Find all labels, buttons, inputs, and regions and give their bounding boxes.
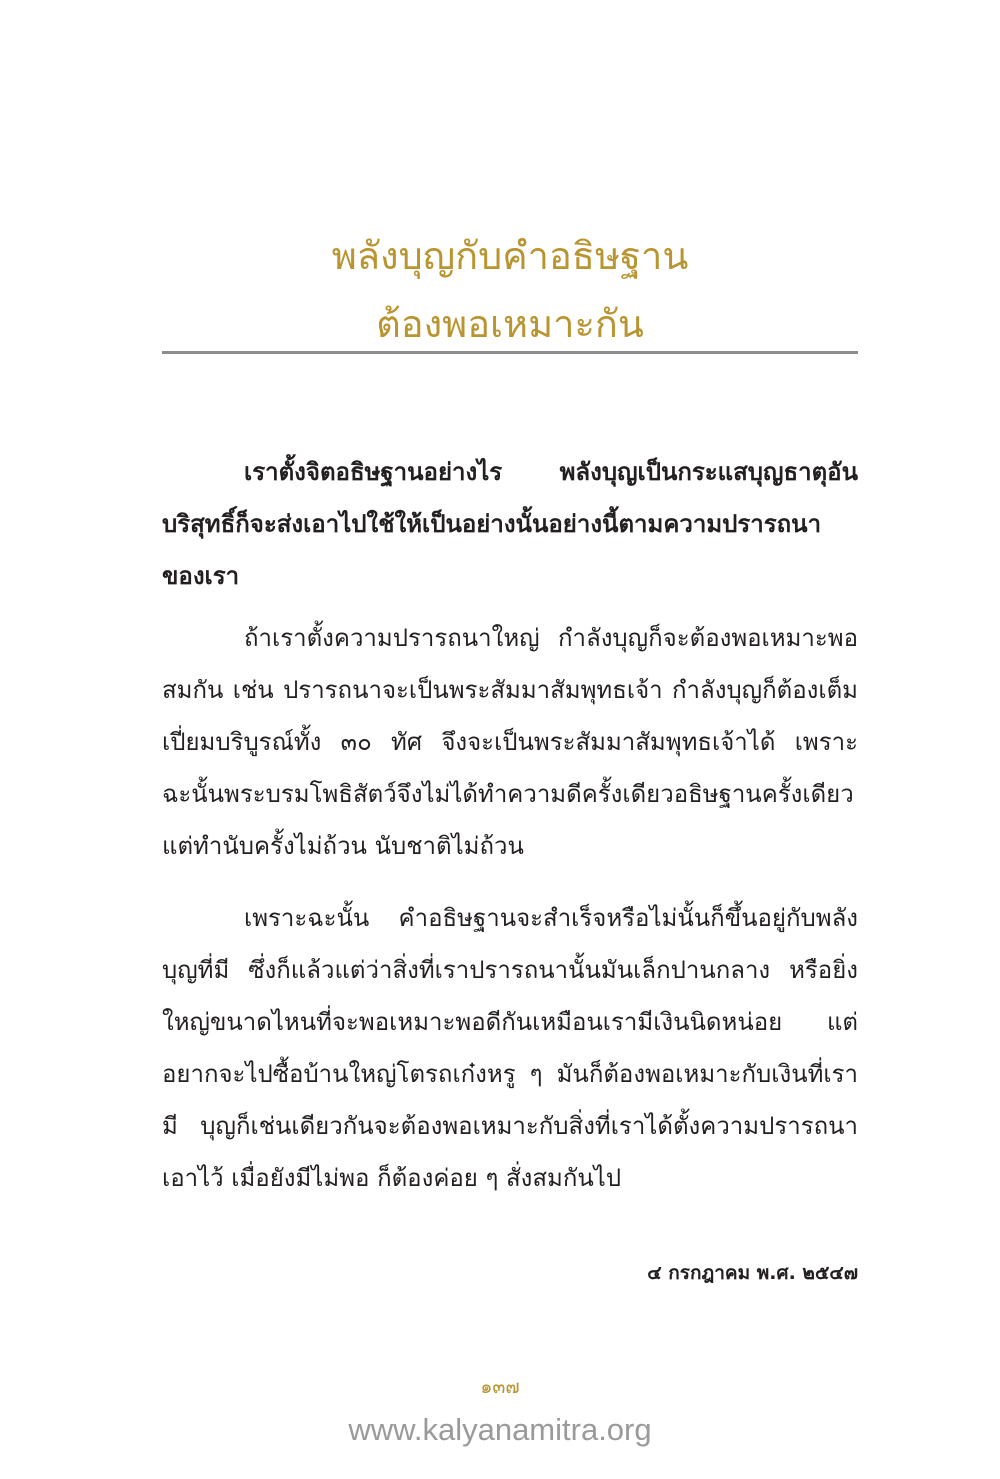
chapter-title [162,222,858,358]
body-paragraph-2: เพราะฉะนั้น คำอธิษฐานจะสำเร็จหรือไม่นั้นก็ขึ้นอยู่กับพลังบุญที่มี ซึ่งก็แล้วแต่ว่าสิ่งที่เราปรารถนานั้นมันเล็กปานกลาง หรือยิ่งใหญ่ขนาดไหนที่จะพอเหมาะพอดีกันเหมือนเรามีเงินนิดหน่อย แต่อยากจะไปซื้อบ้านใหญ่โตรถเก๋งหรู ๆ มันก็ต้องพอเหมาะกับเงินที่เรามี บุญก็เช่นเดียวกันจะต้องพอเหมาะกับสิ่งที่เราได้ตั้งความปรารถนาเอาไว้ เมื่อยังมีไม่พอ ก็ต้องค่อย ๆ สั่งสมกันไป [162,904,858,1192]
page-number: ๑๓๗ [480,1376,520,1398]
website-watermark: www.kalyanamitra.org [348,1412,652,1447]
title-divider [162,351,858,354]
title-line-1: พลังบุญกับคำอธิษฐาน [331,234,689,278]
date-line: ๔ กรกฎาคม พ.ศ. ๒๕๔๗ [647,1262,858,1284]
body-paragraph-1: ถ้าเราตั้งความปรารถนาใหญ่ กำลังบุญก็จะต้องพอเหมาะพอสมกัน เช่น ปรารถนาจะเป็นพระสัมมาสัมพุทธเจ้า กำลังบุญก็ต้องเต็มเปี่ยมบริบูรณ์ทั้ง ๓๐ ทัศ จึงจะเป็นพระสัมมาสัมพุทธเจ้าได้ เพราะฉะนั้นพระบรมโพธิสัตว์จึงไม่ได้ทำความดีครั้งเดียวอธิษฐานครั้งเดียว แต่ทำนับครั้งไม่ถ้วน นับชาติไม่ถ้วน [162,624,858,860]
body-text [162,446,858,1224]
title-line-2: ต้องพอเหมาะกัน [376,302,644,346]
lead-paragraph: เราตั้งจิตอธิษฐานอย่างไร พลังบุญเป็นกระแสบุญธาตุอันบริสุทธิ์ก็จะส่งเอาไปใช้ให้เป็นอย่างนั้นอย่างนี้ตามความปรารถนาของเรา [162,458,858,590]
